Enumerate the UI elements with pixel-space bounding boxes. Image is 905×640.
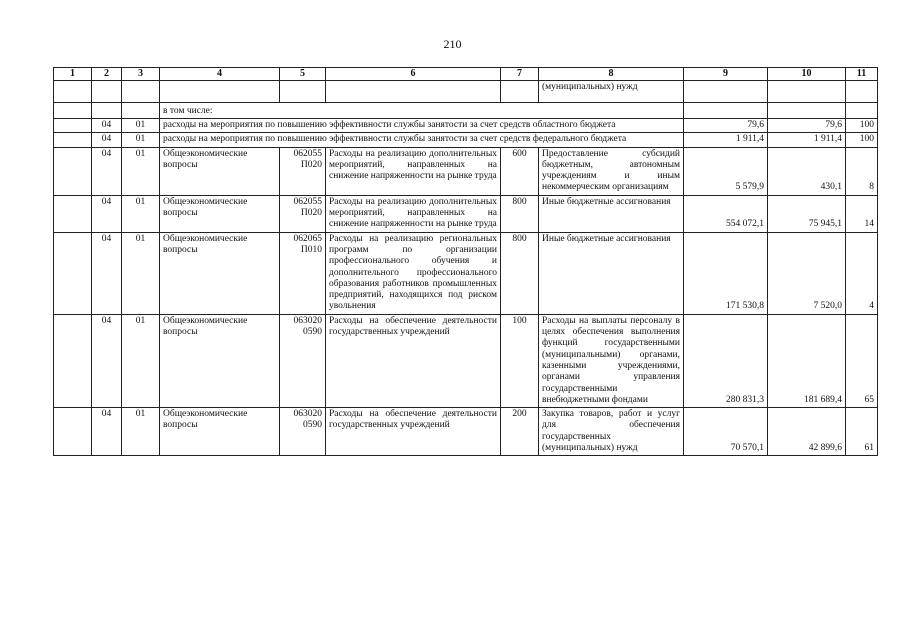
cell-target-code: 063020 0590 [280,408,326,456]
subheader-label: в том числе: [160,103,684,119]
cell-executed: 1 911,4 [768,133,846,147]
cell-section: 04 [92,195,122,232]
cell-executed: 75 945,1 [768,195,846,232]
cell-executed: 430,1 [768,147,846,195]
cell-category: Общеэкономические вопросы [160,147,280,195]
column-header: 6 [326,68,501,81]
cell-target-code: 062065 П010 [280,232,326,314]
cell-section: 04 [92,147,122,195]
cell-percent: 65 [846,314,878,407]
cell-planned: 171 530,8 [684,232,768,314]
subheader-row [54,103,878,119]
page-number: 210 [443,37,462,51]
cell-planned: 554 072,1 [684,195,768,232]
cell-expense-name: Расходы на реализацию дополнительных мероприятий, направленных на снижение напряженности на рынке труда [326,195,501,232]
sub-row [54,119,878,133]
cell-planned: 1 911,4 [684,133,768,147]
cell-subsection: 01 [122,147,160,195]
column-header: 11 [846,68,878,81]
cell-planned: 79,6 [684,119,768,133]
cell-planned: 5 579,9 [684,147,768,195]
cell-type-code: 200 [501,408,539,456]
column-header: 7 [501,68,539,81]
column-header: 5 [280,68,326,81]
cell-subsection: 01 [122,408,160,456]
table-row [54,408,878,456]
column-header: 8 [539,68,684,81]
cell-type-code: 800 [501,195,539,232]
cell-executed: 79,6 [768,119,846,133]
cell-target-code: 063020 0590 [280,314,326,407]
cell-expense-type: Расходы на выплаты персоналу в целях обеспечения выполнения функций государственными (муниципальными) органами, казенными учреждениями, органами управления государственными внебюджетными фондами [539,314,684,407]
column-header: 4 [160,68,280,81]
cell-section: 04 [92,314,122,407]
table-row [54,195,878,232]
cell-category: Общеэкономические вопросы [160,314,280,407]
cell-category: Общеэкономические вопросы [160,232,280,314]
cell-percent: 100 [846,133,878,147]
column-header: 1 [54,68,92,81]
header-row [54,68,878,81]
cell-type-code: 100 [501,314,539,407]
cell-expense-name: Расходы на обеспечение деятельности государственных учреждений [326,314,501,407]
column-header: 3 [122,68,160,81]
table-row [54,232,878,314]
cell-target-code: 062055 П020 [280,195,326,232]
cell-planned: 70 570,1 [684,408,768,456]
continuation-row [54,81,878,103]
cell-section: 04 [92,408,122,456]
cell-type-code: 600 [501,147,539,195]
cell-percent: 100 [846,119,878,133]
cell-percent: 4 [846,232,878,314]
cell-executed: 7 520,0 [768,232,846,314]
cell-expense-type: (муниципальных) нужд [539,81,684,103]
budget-table [53,67,878,456]
cell-category: Общеэкономические вопросы [160,195,280,232]
cell-percent: 61 [846,408,878,456]
column-header: 9 [684,68,768,81]
cell-subsection: 01 [122,314,160,407]
cell-expense-name: Расходы на реализацию дополнительных мероприятий, направленных на снижение напряженности на рынке труда [326,147,501,195]
cell-section: 04 [92,133,122,147]
column-header: 2 [92,68,122,81]
cell-type-code: 800 [501,232,539,314]
cell-expense-type: Иные бюджетные ассигнования [539,195,684,232]
cell-section: 04 [92,232,122,314]
cell-expense-name: Расходы на реализацию региональных программ по организации профессионального обучения и дополнительного профессионального образования работников промышленных предприятий, находящихся под риском увольнения [326,232,501,314]
cell-description: расходы на мероприятия по повышению эффективности службы занятости за счет средств федерального бюджета [160,133,684,147]
cell-percent: 14 [846,195,878,232]
cell-category: Общеэкономические вопросы [160,408,280,456]
cell-expense-type: Закупка товаров, работ и услуг для обеспечения государственных (муниципальных) нужд [539,408,684,456]
cell-expense-type: Предоставление субсидий бюджетным, автономным учреждениям и иным некоммерческим организациям [539,147,684,195]
cell-subsection: 01 [122,133,160,147]
sub-row [54,133,878,147]
cell-percent: 8 [846,147,878,195]
column-header: 10 [768,68,846,81]
cell-planned: 280 831,3 [684,314,768,407]
cell-section: 04 [92,119,122,133]
table-row [54,314,878,407]
cell-expense-type: Иные бюджетные ассигнования [539,232,684,314]
cell-executed: 181 689,4 [768,314,846,407]
cell-subsection: 01 [122,232,160,314]
cell-target-code: 062055 П020 [280,147,326,195]
cell-subsection: 01 [122,195,160,232]
cell-executed: 42 899,6 [768,408,846,456]
cell-description: расходы на мероприятия по повышению эффективности службы занятости за счет средств областного бюджета [160,119,684,133]
table-row [54,147,878,195]
cell-subsection: 01 [122,119,160,133]
cell-expense-name: Расходы на обеспечение деятельности государственных учреждений [326,408,501,456]
